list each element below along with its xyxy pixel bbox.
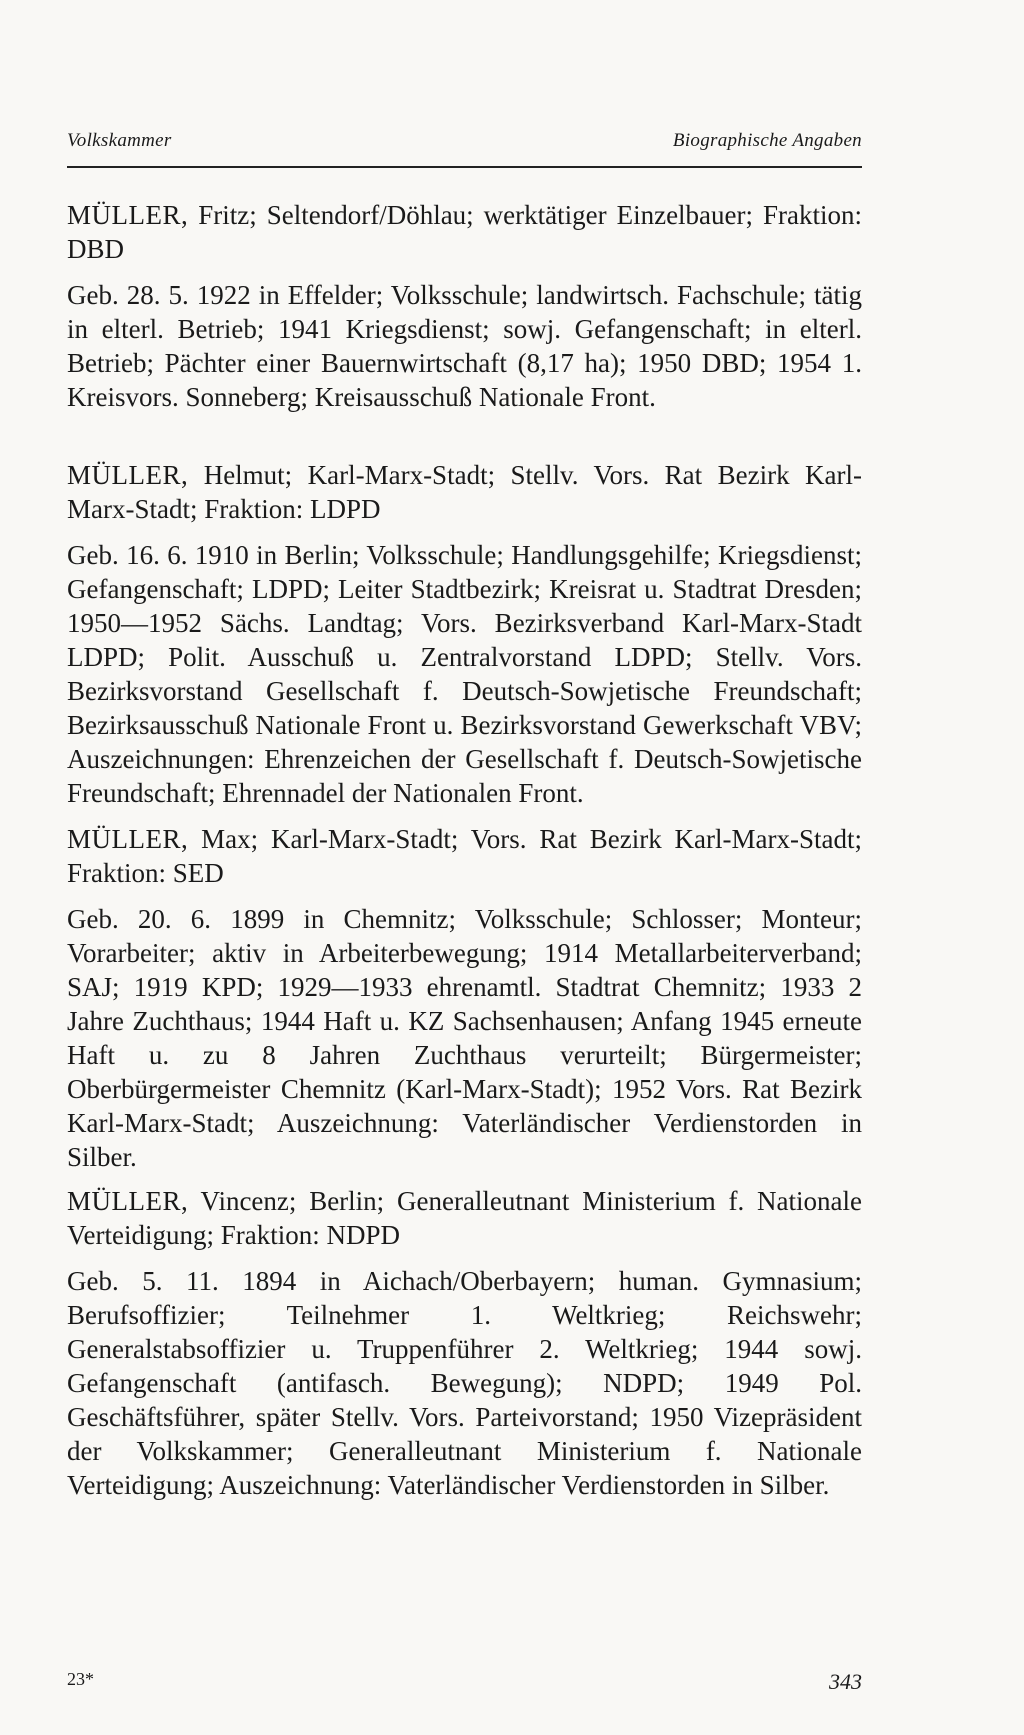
running-head-right: Biographische Angaben	[672, 130, 862, 151]
entry-heading-text: Vincenz; Berlin; Generalleutnant Ministerium f. Nationale Verteidigung; Fraktion: NDPD	[67, 1186, 862, 1250]
biography-entry	[67, 1184, 862, 1502]
running-head	[67, 130, 862, 156]
signature-mark: 23*	[67, 1669, 94, 1689]
entry-heading	[67, 1184, 862, 1252]
biography-entry	[67, 458, 862, 810]
biography-entry	[67, 198, 862, 414]
entry-name: MÜLLER,	[67, 1186, 189, 1216]
entry-name: MÜLLER,	[67, 460, 189, 490]
entry-heading-text: Helmut; Karl-Marx-Stadt; Stellv. Vors. Rat Bezirk Karl-Marx-Stadt; Fraktion: LDPD	[67, 460, 862, 524]
header-rule	[67, 166, 862, 168]
page-number: 343	[829, 1669, 862, 1694]
biography-entry	[67, 822, 862, 1174]
entry-heading-text: Max; Karl-Marx-Stadt; Vors. Rat Bezirk Karl-Marx-Stadt; Fraktion: SED	[67, 824, 862, 888]
page-footer	[67, 1669, 862, 1699]
entry-biography: Geb. 16. 6. 1910 in Berlin; Volksschule; Handlungsgehilfe; Kriegsdienst; Gefangenschaft; LDPD; Leiter Stadtbezirk; Kreisrat u. Stadtrat Dresden; 1950—1952 Sächs. Landtag; Vors. Bezirksverband Karl-Marx-Stadt LDPD; Polit. Ausschuß u. Zentralvorstand LDPD; Stellv. Vors. Bezirksvorstand Gesellschaft f. Deutsch-Sowjetische Freundschaft; Bezirksausschuß Nationale Front u. Bezirksvorstand Gewerkschaft VBV; Auszeichnungen: Ehrenzeichen der Gesellschaft f. Deutsch-Sowjetische Freundschaft; Ehrennadel der Nationalen Front.	[67, 540, 862, 808]
page	[67, 0, 862, 1735]
entry-name: MÜLLER,	[67, 824, 189, 854]
running-head-left: Volkskammer	[67, 130, 172, 151]
entry-heading	[67, 198, 862, 266]
entry-biography: Geb. 28. 5. 1922 in Effelder; Volksschule; landwirtsch. Fachschule; tätig in elterl. Betrieb; 1941 Kriegsdienst; sowj. Gefangenschaft; in elterl. Betrieb; Pächter einer Bauernwirtschaft (8,17 ha); 1950 DBD; 1954 1. Kreisvors. Sonneberg; Kreisausschuß Nationale Front.	[67, 280, 862, 412]
entry-heading-text: Fritz; Seltendorf/Döhlau; werktätiger Einzelbauer; Fraktion: DBD	[67, 200, 862, 264]
entry-biography: Geb. 5. 11. 1894 in Aichach/Oberbayern; human. Gymnasium; Berufsoffizier; Teilnehmer 1. Weltkrieg; Reichswehr; Generalstabsoffizier u. Truppenführer 2. Weltkrieg; 1944 sowj. Gefangenschaft (antifasch. Bewegung); NDPD; 1949 Pol. Geschäftsführer, später Stellv. Vors. Parteivorstand; 1950 Vizepräsident der Volkskammer; Generalleutnant Ministerium f. Nationale Verteidigung; Auszeichnung: Vaterländischer Verdienstorden in Silber.	[67, 1266, 862, 1500]
entry-biography: Geb. 20. 6. 1899 in Chemnitz; Volksschule; Schlosser; Monteur; Vorarbeiter; aktiv in Arbeiterbewegung; 1914 Metallarbeiterverband; SAJ; 1919 KPD; 1929—1933 ehrenamtl. Stadtrat Chemnitz; 1933 2 Jahre Zuchthaus; 1944 Haft u. KZ Sachsenhausen; Anfang 1945 erneute Haft u. zu 8 Jahren Zuchthaus verurteilt; Bürgermeister; Oberbürgermeister Chemnitz (Karl-Marx-Stadt); 1952 Vors. Rat Bezirk Karl-Marx-Stadt; Auszeichnung: Vaterländischer Verdienstorden in Silber.	[67, 904, 862, 1172]
entry-heading	[67, 822, 862, 890]
entry-heading	[67, 458, 862, 526]
entry-name: MÜLLER,	[67, 200, 189, 230]
